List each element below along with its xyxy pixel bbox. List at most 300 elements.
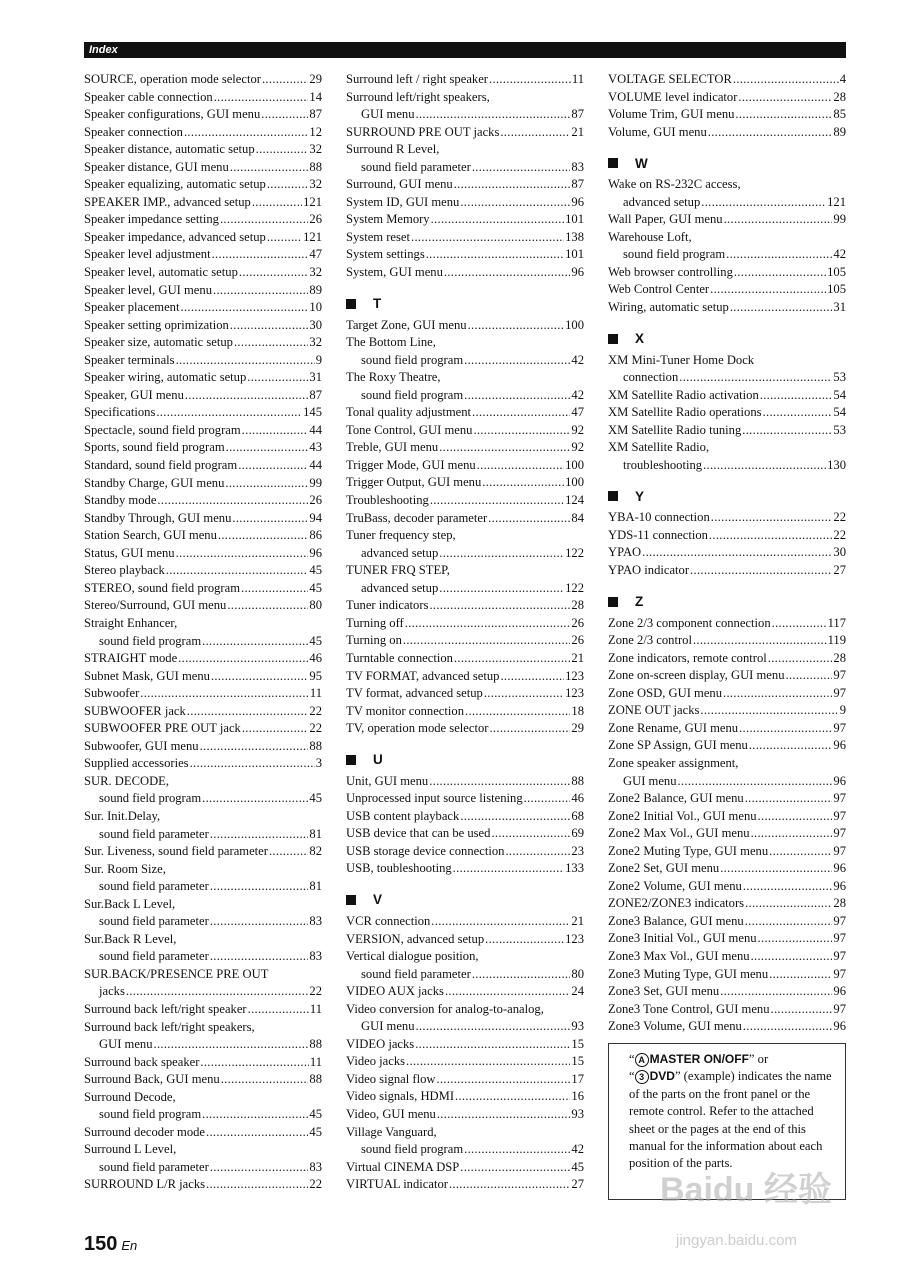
index-entry-term: Speaker setting oprimization <box>84 317 229 332</box>
index-entry <box>346 931 584 949</box>
index-page-number: 4 <box>839 72 846 86</box>
index-page-number: 87 <box>309 107 322 122</box>
index-page-number: 124 <box>565 493 584 508</box>
index-entry-heading: Surround L Level, <box>84 1142 177 1157</box>
index-entry <box>84 352 322 370</box>
index-entry <box>608 527 846 545</box>
index-entry <box>608 632 846 650</box>
index-entry <box>84 773 322 808</box>
index-page-number: 21 <box>571 124 584 139</box>
index-entry-term: Zone 2/3 component connection <box>608 615 771 630</box>
index-page-number: 85 <box>833 107 846 122</box>
index-entry-heading: Surround left/right speakers, <box>346 89 490 104</box>
dot-leader <box>693 632 827 650</box>
index-entry <box>84 194 322 212</box>
index-entry-term: Standby Through, GUI menu <box>84 510 232 525</box>
index-page-number: 22 <box>309 1177 322 1192</box>
dot-leader <box>166 562 309 580</box>
index-entry <box>84 141 322 159</box>
dot-leader <box>745 895 832 913</box>
index-entry <box>346 685 584 703</box>
index-page-number: 26 <box>309 212 322 227</box>
index-page-number: 121 <box>303 194 322 209</box>
index-entry-term: Speaker configurations, GUI menu <box>84 107 261 122</box>
section-square-icon <box>608 597 618 607</box>
dot-leader <box>437 1106 571 1124</box>
index-page-number: 32 <box>309 335 322 350</box>
dot-leader <box>720 983 832 1001</box>
index-page-number: 97 <box>833 913 846 928</box>
index-entry-term: sound field program <box>361 352 464 367</box>
dot-leader <box>444 264 571 282</box>
index-entry <box>84 387 322 405</box>
index-entry-term: Speaker placement <box>84 300 180 315</box>
index-column-2 <box>346 71 584 1194</box>
index-entry <box>84 755 322 773</box>
index-page-number: 100 <box>565 457 584 472</box>
dot-leader <box>439 580 564 598</box>
dot-leader <box>190 755 315 773</box>
dot-leader <box>256 141 309 159</box>
index-page-number: 16 <box>571 1089 584 1104</box>
index-entry <box>84 720 322 738</box>
dot-leader <box>734 264 826 282</box>
index-entry-term: Tone Control, GUI menu <box>346 422 473 437</box>
index-entry-term: System reset <box>346 229 411 244</box>
index-entry-term: SPEAKER IMP., advanced setup <box>84 194 251 209</box>
dot-leader <box>464 1141 570 1159</box>
index-page-number: 22 <box>833 510 846 525</box>
index-entry <box>608 702 846 720</box>
index-entry <box>346 1088 584 1106</box>
index-page-number: 87 <box>571 177 584 192</box>
dot-leader <box>226 439 309 457</box>
section-heading-z <box>608 593 846 611</box>
index-entry-term: Zone2 Muting Type, GUI menu <box>608 843 769 858</box>
index-entry-term: Zone 2/3 control <box>608 633 692 648</box>
index-entry <box>346 1124 584 1159</box>
dot-leader <box>211 668 308 686</box>
index-entry-term: Surround left / right speaker <box>346 72 488 86</box>
index-page-number: 11 <box>571 72 584 86</box>
index-page-number: 28 <box>571 598 584 613</box>
index-entry-term: YPAO indicator <box>608 563 690 578</box>
dot-leader <box>214 89 309 107</box>
index-page-number: 32 <box>309 265 322 280</box>
index-entry-term: Trigger Mode, GUI menu <box>346 457 476 472</box>
dot-leader <box>745 913 833 931</box>
index-entry <box>346 825 584 843</box>
index-entry <box>608 825 846 843</box>
index-entry <box>84 299 322 317</box>
index-entry-term: Unit, GUI menu <box>346 773 429 788</box>
index-page-number: 97 <box>833 668 846 683</box>
index-entry <box>84 1176 322 1194</box>
index-entry-term: Standby mode <box>84 493 157 508</box>
index-entry-term: VOLTAGE SELECTOR <box>608 72 732 86</box>
dot-leader <box>185 387 309 405</box>
dot-leader <box>238 457 308 475</box>
dot-leader <box>200 738 309 756</box>
index-entry <box>608 124 846 142</box>
dot-leader <box>213 282 308 300</box>
index-entry <box>346 264 584 282</box>
index-entry <box>608 808 846 826</box>
index-entry-term: Subnet Mask, GUI menu <box>84 668 210 683</box>
index-entry <box>84 703 322 721</box>
section-letter: Z <box>635 594 644 610</box>
index-entry <box>608 281 846 299</box>
dot-leader <box>202 1106 308 1124</box>
index-entry <box>608 422 846 440</box>
index-entry-term: Zone2 Volume, GUI menu <box>608 878 742 893</box>
index-page-number: 22 <box>309 703 322 718</box>
index-entry <box>346 457 584 475</box>
index-entry <box>84 439 322 457</box>
index-entry-term: Speaker distance, GUI menu <box>84 159 229 174</box>
index-page-number: 28 <box>833 650 846 665</box>
index-page-number: 88 <box>309 1037 322 1052</box>
index-entry <box>608 229 846 264</box>
index-page-number: 83 <box>309 914 322 929</box>
index-page-number: 87 <box>309 387 322 402</box>
index-entry <box>608 71 846 89</box>
dot-leader <box>720 860 832 878</box>
index-entry-term: Stereo/Surround, GUI menu <box>84 598 227 613</box>
index-entry-term: sound field parameter <box>99 1159 209 1174</box>
section-heading-w <box>608 154 846 172</box>
index-page-number: 122 <box>565 545 584 560</box>
dot-leader <box>505 843 570 861</box>
dot-leader <box>156 404 302 422</box>
index-page-number: 10 <box>309 300 322 315</box>
index-page-number: 46 <box>309 651 322 666</box>
note-text: ” (example) indicates the name of the parts on the front panel or the remote control. Refer to the attached sheet or the pages at the end of this manual for the information about each position of the parts. <box>629 1069 832 1171</box>
index-page-number: 101 <box>565 247 584 262</box>
dot-leader <box>234 334 308 352</box>
index-entry-term: Zone2 Initial Vol., GUI menu <box>608 808 757 823</box>
index-header-bar <box>84 42 846 58</box>
index-page-number: 15 <box>571 1036 584 1051</box>
dot-leader <box>690 562 832 580</box>
index-entry-term: Zone on-screen display, GUI menu <box>608 668 785 683</box>
index-entry-term: sound field program <box>623 247 726 262</box>
index-entry-term: Speaker level adjustment <box>84 247 211 262</box>
index-entry-term: Zone SP Assign, GUI menu <box>608 738 748 753</box>
dot-leader <box>415 1036 570 1054</box>
index-page-number: 133 <box>565 861 584 876</box>
dot-leader <box>710 281 826 299</box>
dot-leader <box>453 860 564 878</box>
index-entry <box>84 527 322 545</box>
index-entry-term: Subwoofer <box>84 686 140 701</box>
index-entry <box>84 334 322 352</box>
index-entry <box>346 334 584 369</box>
dot-leader <box>724 211 833 229</box>
index-entry-term: Speaker wiring, automatic setup <box>84 370 247 385</box>
dot-leader <box>202 790 308 808</box>
section-square-icon <box>346 299 356 309</box>
index-entry-term: System ID, GUI menu <box>346 194 460 209</box>
index-title: Index <box>89 44 118 56</box>
section-letter: W <box>635 155 648 171</box>
index-page-number: 89 <box>309 282 322 297</box>
index-page-number: 119 <box>827 633 846 648</box>
index-page-number: 96 <box>571 265 584 280</box>
index-entry <box>346 1036 584 1054</box>
index-page-number: 99 <box>833 212 846 227</box>
index-entry-term: SOURCE, operation mode selector <box>84 72 261 86</box>
dot-leader <box>210 1159 309 1177</box>
index-entry <box>346 597 584 615</box>
index-entry <box>84 264 322 282</box>
dot-leader <box>679 369 832 387</box>
index-page-number: 22 <box>309 984 322 999</box>
dot-leader <box>760 387 833 405</box>
index-entry <box>608 562 846 580</box>
index-page-number: 105 <box>827 264 846 279</box>
index-page-number: 93 <box>571 1019 584 1034</box>
index-page-number: 100 <box>565 475 584 490</box>
index-entry-term: advanced setup <box>361 580 439 595</box>
index-entry <box>84 966 322 1001</box>
index-page-number: 45 <box>309 1107 322 1122</box>
index-entry-term: Surround back left/right speaker <box>84 1001 247 1016</box>
index-page-number: 97 <box>833 685 846 700</box>
index-page-number: 45 <box>309 633 322 648</box>
index-entry <box>346 1106 584 1124</box>
dot-leader <box>472 404 570 422</box>
index-page-number: 11 <box>309 1054 322 1069</box>
index-entry <box>84 597 322 615</box>
dot-leader <box>416 1018 571 1036</box>
index-entry-term: Speaker impedance setting <box>84 212 219 227</box>
index-entry <box>346 141 584 176</box>
dot-leader <box>227 597 308 615</box>
index-entry <box>608 544 846 562</box>
dot-leader <box>176 545 309 563</box>
index-page-number: 44 <box>309 422 322 437</box>
dot-leader <box>772 615 827 633</box>
dot-leader <box>500 668 564 686</box>
index-entry-term: Volume, GUI menu <box>608 124 707 139</box>
dot-leader <box>455 1088 570 1106</box>
index-page-number: 22 <box>309 721 322 736</box>
dot-leader <box>126 983 309 1001</box>
index-page-number: 27 <box>833 563 846 578</box>
dot-leader <box>140 685 309 703</box>
index-entry <box>84 457 322 475</box>
index-entry <box>346 1159 584 1177</box>
index-page-number: 97 <box>833 1001 846 1016</box>
index-entry-term: VIRTUAL indicator <box>346 1177 448 1192</box>
index-entry-heading: Sur.Back L Level, <box>84 896 176 911</box>
index-entry-term: SUBWOOFER jack <box>84 703 186 718</box>
index-entry <box>346 668 584 686</box>
dot-leader <box>206 1176 308 1194</box>
index-entry <box>84 211 322 229</box>
index-entry-term: Subwoofer, GUI menu <box>84 738 199 753</box>
index-entry-term: TV monitor connection <box>346 703 464 718</box>
dot-leader <box>485 931 564 949</box>
index-page-number: 96 <box>833 738 846 753</box>
index-page-number: 3 <box>315 756 322 771</box>
index-entry-term: Speaker connection <box>84 124 183 139</box>
dot-leader <box>225 475 308 493</box>
index-entry <box>84 159 322 177</box>
dot-leader <box>206 1124 308 1142</box>
index-entry-term: jacks <box>99 984 125 999</box>
dot-leader <box>472 159 571 177</box>
index-entry <box>608 895 846 913</box>
index-page-number: 26 <box>309 493 322 508</box>
index-entry <box>346 1071 584 1089</box>
index-entry <box>608 843 846 861</box>
section-letter: U <box>373 752 383 768</box>
dot-leader <box>769 966 832 984</box>
index-page-number: 87 <box>571 107 584 122</box>
index-page-number: 96 <box>833 861 846 876</box>
index-entry-term: Speaker, GUI menu <box>84 387 184 402</box>
index-entry-term: YPAO <box>608 545 642 560</box>
index-entry <box>608 404 846 422</box>
index-entry-term: TruBass, decoder parameter <box>346 510 488 525</box>
index-page-number: 68 <box>571 808 584 823</box>
index-entry-term: Tuner indicators <box>346 598 429 613</box>
index-entry-term: XM Satellite Radio operations <box>608 405 762 420</box>
section-letter: T <box>373 296 382 312</box>
index-entry <box>84 861 322 896</box>
index-entry-term: XM Satellite Radio activation <box>608 387 759 402</box>
index-entry <box>608 930 846 948</box>
dot-leader <box>431 211 565 229</box>
index-entry <box>84 71 322 89</box>
index-entry-term: TV, operation mode selector <box>346 721 489 736</box>
index-entry <box>346 1001 584 1036</box>
dot-leader <box>212 246 309 264</box>
index-entry <box>84 404 322 422</box>
index-page-number: 100 <box>565 317 584 332</box>
index-entry <box>84 369 322 387</box>
index-entry-term: troubleshooting <box>623 457 703 472</box>
dot-leader <box>743 1018 833 1036</box>
index-entry <box>84 738 322 756</box>
index-entry-term: SUBWOOFER PRE OUT jack <box>84 721 241 736</box>
index-entry-heading: Surround Decode, <box>84 1089 176 1104</box>
index-entry-term: Zone Rename, GUI menu <box>608 720 739 735</box>
index-entry <box>346 422 584 440</box>
index-entry-term: Treble, GUI menu <box>346 440 439 455</box>
index-page-number: 97 <box>833 720 846 735</box>
index-entry <box>84 562 322 580</box>
section-heading-x <box>608 330 846 348</box>
note-label-master: MASTER ON/OFF <box>649 1052 749 1066</box>
dot-leader <box>210 913 309 931</box>
dot-leader <box>242 422 309 440</box>
index-entry <box>346 948 584 983</box>
index-entry-term: USB device that can be used <box>346 826 491 841</box>
index-page-number: 89 <box>833 124 846 139</box>
index-entry-term: STRAIGHT mode <box>84 651 178 666</box>
index-entry <box>84 246 322 264</box>
index-entry-term: Video signal flow <box>346 1071 436 1086</box>
dot-leader <box>252 194 302 212</box>
dot-leader <box>180 299 308 317</box>
dot-leader <box>786 667 833 685</box>
index-entry <box>608 264 846 282</box>
index-entry <box>346 913 584 931</box>
index-page-number: 96 <box>571 194 584 209</box>
index-entry-term: GUI menu <box>623 773 677 788</box>
dot-leader <box>465 703 570 721</box>
dot-leader <box>267 229 302 247</box>
dot-leader <box>426 246 564 264</box>
index-page-number: 93 <box>571 1106 584 1121</box>
index-entry <box>346 720 584 738</box>
dot-leader <box>430 492 564 510</box>
dot-leader <box>642 544 832 562</box>
index-entry-term: Zone3 Muting Type, GUI menu <box>608 966 769 981</box>
dot-leader <box>491 825 570 843</box>
index-entry <box>84 1001 322 1019</box>
section-letter: V <box>373 892 383 908</box>
dot-leader <box>738 89 832 107</box>
dot-leader <box>723 685 832 703</box>
index-entry <box>346 89 584 124</box>
index-entry <box>608 299 846 317</box>
index-entry-term: Zone2 Set, GUI menu <box>608 861 720 876</box>
index-entry <box>84 1071 322 1089</box>
index-entry-term: sound field parameter <box>361 966 471 981</box>
index-entry-term: VIDEO jacks <box>346 1036 415 1051</box>
index-entry <box>84 545 322 563</box>
dot-leader <box>248 1001 309 1019</box>
index-entry <box>84 317 322 335</box>
index-entry-term: Zone3 Volume, GUI menu <box>608 1019 742 1034</box>
index-entry <box>346 317 584 335</box>
index-entry-term: USB, toubleshooting <box>346 861 452 876</box>
dot-leader <box>769 843 832 861</box>
index-entry <box>608 737 846 755</box>
index-entry-heading: Surround R Level, <box>346 142 440 157</box>
section-heading-y <box>608 487 846 505</box>
index-page-number: 54 <box>833 387 846 402</box>
index-entry-heading: TUNER FRQ STEP, <box>346 563 450 578</box>
dot-leader <box>210 878 309 896</box>
index-entry-term: Status, GUI menu <box>84 545 175 560</box>
index-entry <box>84 510 322 528</box>
index-entry <box>84 1019 322 1054</box>
index-page-number: 123 <box>565 686 584 701</box>
index-entry <box>608 1001 846 1019</box>
dot-leader <box>242 720 309 738</box>
page-number: 150 <box>84 1233 118 1255</box>
index-entry-term: Target Zone, GUI menu <box>346 317 467 332</box>
index-entry <box>608 790 846 808</box>
dot-leader <box>210 948 309 966</box>
index-page-number: 21 <box>571 913 584 928</box>
index-entry-term: Video signals, HDMI <box>346 1089 455 1104</box>
dot-leader <box>267 176 309 194</box>
index-entry-heading: SUR. DECODE, <box>84 773 170 788</box>
index-page-number: 97 <box>833 966 846 981</box>
index-entry-term: Standard, sound field program <box>84 458 238 473</box>
index-entry-term: Volume Trim, GUI menu <box>608 107 735 122</box>
index-entry-term: Supplied accessories <box>84 756 189 771</box>
dot-leader <box>187 703 309 721</box>
index-entry <box>84 1054 322 1072</box>
index-page-number: 42 <box>571 1142 584 1157</box>
